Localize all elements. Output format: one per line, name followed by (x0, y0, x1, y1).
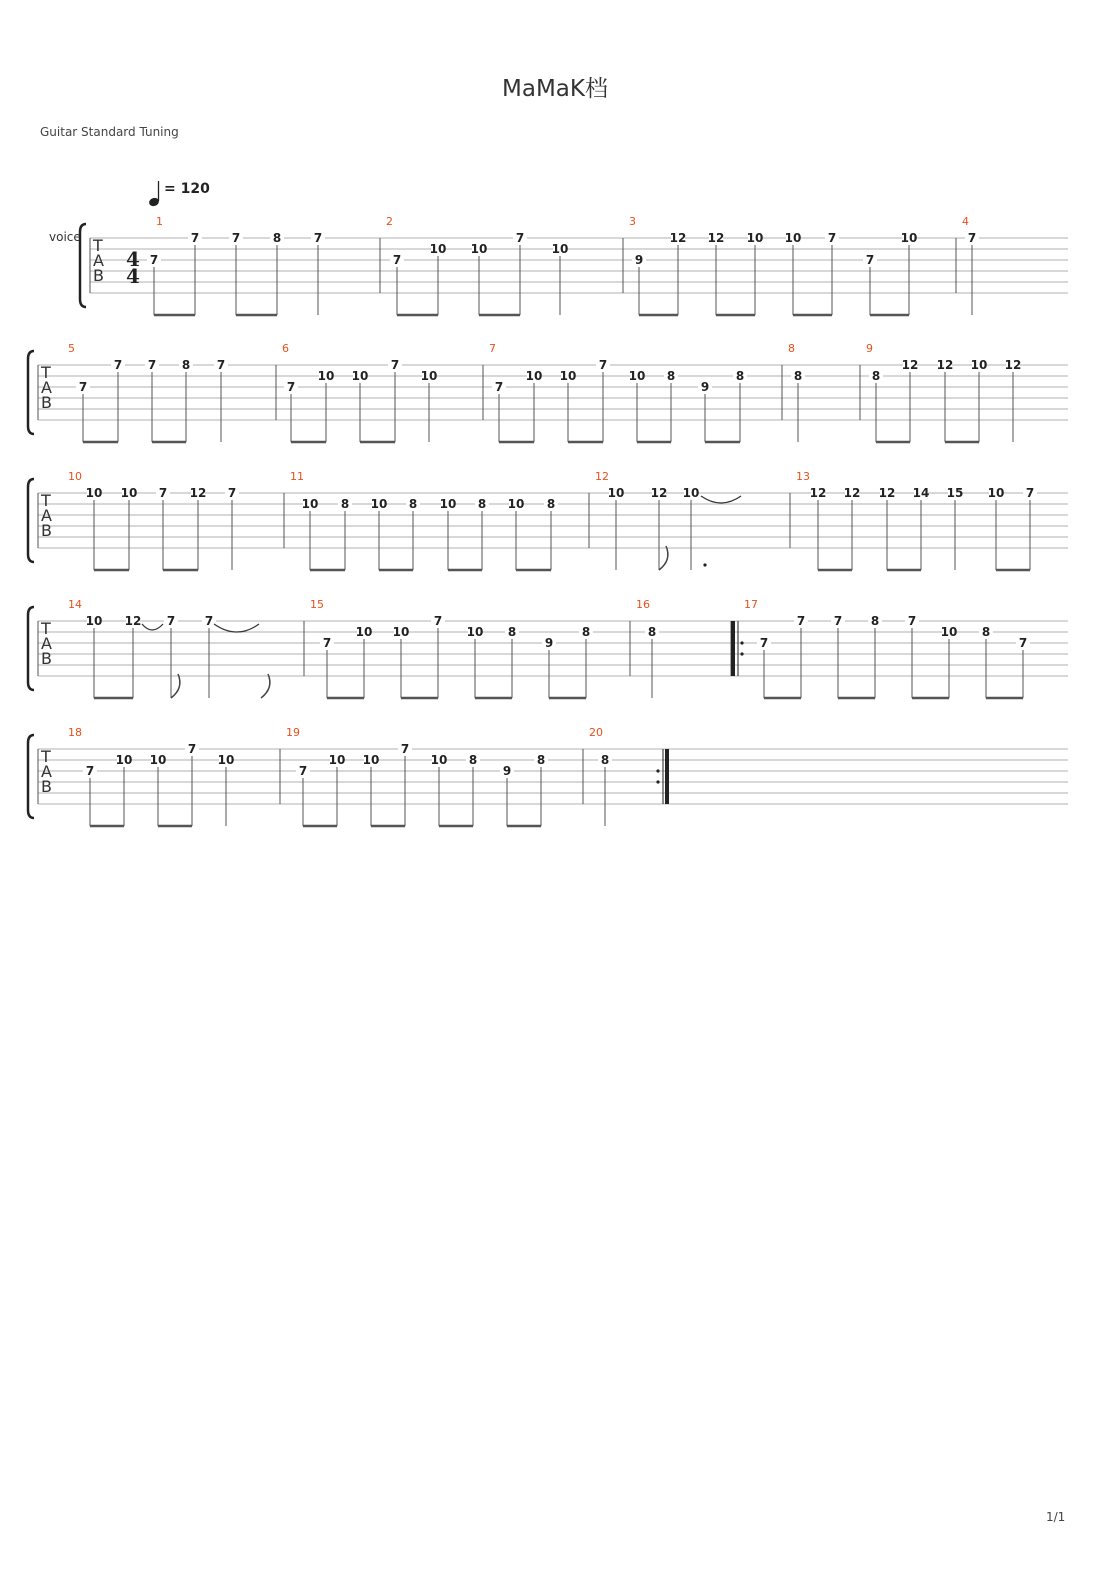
measure-number: 10 (68, 470, 82, 483)
fret-number: 7 (85, 764, 95, 778)
repeat-end-thick (665, 749, 669, 804)
fret-number: 12 (878, 486, 896, 500)
fret-number: 8 (477, 497, 487, 511)
fret-number: 9 (544, 636, 554, 650)
tuning-label: Guitar Standard Tuning (40, 125, 179, 139)
fret-number: 7 (392, 253, 402, 267)
system-brace (80, 224, 86, 307)
repeat-dot (656, 780, 659, 783)
fret-number: 10 (430, 753, 448, 767)
instrument-label: voice (49, 230, 81, 244)
measure-number: 11 (290, 470, 304, 483)
measure-number: 16 (636, 598, 650, 611)
fret-number: 12 (936, 358, 954, 372)
fret-number: 7 (322, 636, 332, 650)
fret-number: 8 (340, 497, 350, 511)
fret-number: 10 (392, 625, 410, 639)
tab-clef-letter: A (41, 506, 52, 525)
fret-number: 7 (187, 742, 197, 756)
fret-number: 7 (147, 358, 157, 372)
fret-number: 7 (227, 486, 237, 500)
fret-number: 8 (871, 369, 881, 383)
fret-number: 8 (870, 614, 880, 628)
tie-arc (701, 496, 741, 503)
fret-number: 10 (328, 753, 346, 767)
dotted-note (703, 563, 706, 566)
fret-number: 12 (669, 231, 687, 245)
fret-number: 7 (158, 486, 168, 500)
measure-number: 18 (68, 726, 82, 739)
measure-number: 4 (962, 215, 969, 228)
repeat-start-thick (731, 621, 735, 676)
tab-clef-letter: T (41, 363, 51, 382)
fret-number: 7 (113, 358, 123, 372)
fret-number: 8 (793, 369, 803, 383)
measure-number: 2 (386, 215, 393, 228)
measure-number: 15 (310, 598, 324, 611)
page-number: 1/1 (1046, 1510, 1066, 1524)
fret-number: 7 (494, 380, 504, 394)
fret-number: 12 (843, 486, 861, 500)
fret-number: 10 (362, 753, 380, 767)
tab-clef-letter: T (41, 747, 51, 766)
time-signature-top: 4 (126, 247, 140, 271)
fret-number: 12 (707, 231, 725, 245)
measure-number: 5 (68, 342, 75, 355)
fret-number: 8 (600, 753, 610, 767)
measure-number: 19 (286, 726, 300, 739)
tie-arc (214, 624, 259, 632)
repeat-dot (740, 641, 743, 644)
fret-number: 8 (181, 358, 191, 372)
system-brace (28, 479, 34, 562)
fret-number: 7 (515, 231, 525, 245)
fret-number: 10 (628, 369, 646, 383)
fret-number: 8 (507, 625, 517, 639)
repeat-dot (656, 769, 659, 772)
fret-number: 12 (809, 486, 827, 500)
tab-clef-letter: T (41, 491, 51, 510)
fret-number: 10 (370, 497, 388, 511)
fret-number: 8 (981, 625, 991, 639)
fret-number: 7 (598, 358, 608, 372)
tab-clef-letter: A (41, 634, 52, 653)
fret-number: 8 (666, 369, 676, 383)
measure-number: 13 (796, 470, 810, 483)
fret-number: 10 (420, 369, 438, 383)
fret-number: 15 (946, 486, 964, 500)
fret-number: 10 (466, 625, 484, 639)
fret-number: 10 (149, 753, 167, 767)
fret-number: 10 (351, 369, 369, 383)
tab-clef-letter: A (41, 378, 52, 397)
fret-number: 8 (735, 369, 745, 383)
fret-number: 7 (390, 358, 400, 372)
fret-number: 10 (559, 369, 577, 383)
fret-number: 12 (124, 614, 142, 628)
fret-number: 7 (166, 614, 176, 628)
fret-number: 7 (231, 231, 241, 245)
fret-number: 7 (149, 253, 159, 267)
fret-number: 12 (1004, 358, 1022, 372)
fret-number: 8 (647, 625, 657, 639)
fret-number: 10 (525, 369, 543, 383)
fret-number: 8 (468, 753, 478, 767)
fret-number: 10 (301, 497, 319, 511)
fret-number: 7 (78, 380, 88, 394)
system-brace (28, 735, 34, 818)
fret-number: 7 (298, 764, 308, 778)
fret-number: 9 (634, 253, 644, 267)
repeat-dot (740, 652, 743, 655)
fret-number: 8 (408, 497, 418, 511)
fret-number: 8 (536, 753, 546, 767)
fret-number: 8 (272, 231, 282, 245)
fret-number: 10 (115, 753, 133, 767)
tab-clef-letter: T (41, 619, 51, 638)
fret-number: 7 (907, 614, 917, 628)
tab-clef-letter: B (41, 393, 52, 412)
fret-number: 7 (1025, 486, 1035, 500)
fret-number: 7 (313, 231, 323, 245)
time-signature-bottom: 4 (126, 264, 140, 288)
fret-number: 10 (120, 486, 138, 500)
fret-number: 9 (502, 764, 512, 778)
fret-number: 7 (796, 614, 806, 628)
measure-number: 3 (629, 215, 636, 228)
measure-number: 9 (866, 342, 873, 355)
measure-number: 14 (68, 598, 82, 611)
measure-number: 1 (156, 215, 163, 228)
fret-number: 7 (190, 231, 200, 245)
fret-number: 10 (85, 486, 103, 500)
fret-number: 7 (286, 380, 296, 394)
fret-number: 7 (216, 358, 226, 372)
tab-clef-letter: B (41, 649, 52, 668)
fret-number: 7 (433, 614, 443, 628)
fret-number: 10 (940, 625, 958, 639)
fret-number: 7 (833, 614, 843, 628)
system-brace (28, 351, 34, 434)
fret-number: 10 (439, 497, 457, 511)
tempo-value: = 120 (164, 181, 210, 197)
tab-clef-letter: B (41, 777, 52, 796)
fret-number: 10 (470, 242, 488, 256)
measure-number: 6 (282, 342, 289, 355)
fret-number: 10 (746, 231, 764, 245)
tab-clef-letter: A (41, 762, 52, 781)
fret-number: 7 (1018, 636, 1028, 650)
eighth-flag (261, 674, 270, 698)
fret-number: 12 (650, 486, 668, 500)
tie-arc (142, 624, 163, 630)
fret-number: 10 (682, 486, 700, 500)
tab-clef-letter: B (41, 521, 52, 540)
fret-number: 9 (700, 380, 710, 394)
fret-number: 10 (987, 486, 1005, 500)
fret-number: 10 (607, 486, 625, 500)
fret-number: 7 (967, 231, 977, 245)
tab-clef-letter: B (93, 266, 104, 285)
fret-number: 12 (901, 358, 919, 372)
measure-number: 17 (744, 598, 758, 611)
fret-number: 7 (827, 231, 837, 245)
fret-number: 7 (865, 253, 875, 267)
fret-number: 10 (85, 614, 103, 628)
song-title: MaMaK档 (502, 76, 608, 102)
fret-number: 10 (551, 242, 569, 256)
measure-number: 7 (489, 342, 496, 355)
measure-number: 8 (788, 342, 795, 355)
fret-number: 10 (317, 369, 335, 383)
system-brace (28, 607, 34, 690)
eighth-flag (171, 674, 180, 698)
tab-clef-letter: T (93, 236, 103, 255)
measure-number: 20 (589, 726, 603, 739)
fret-number: 10 (217, 753, 235, 767)
fret-number: 10 (970, 358, 988, 372)
fret-number: 10 (429, 242, 447, 256)
fret-number: 10 (784, 231, 802, 245)
fret-number: 10 (507, 497, 525, 511)
fret-number: 14 (912, 486, 930, 500)
fret-number: 7 (759, 636, 769, 650)
fret-number: 10 (900, 231, 918, 245)
measure-number: 12 (595, 470, 609, 483)
fret-number: 12 (189, 486, 207, 500)
fret-number: 8 (581, 625, 591, 639)
fret-number: 7 (400, 742, 410, 756)
fret-number: 7 (204, 614, 214, 628)
tab-clef-letter: A (93, 251, 104, 270)
fret-number: 10 (355, 625, 373, 639)
fret-number: 8 (546, 497, 556, 511)
eighth-flag (659, 546, 668, 570)
